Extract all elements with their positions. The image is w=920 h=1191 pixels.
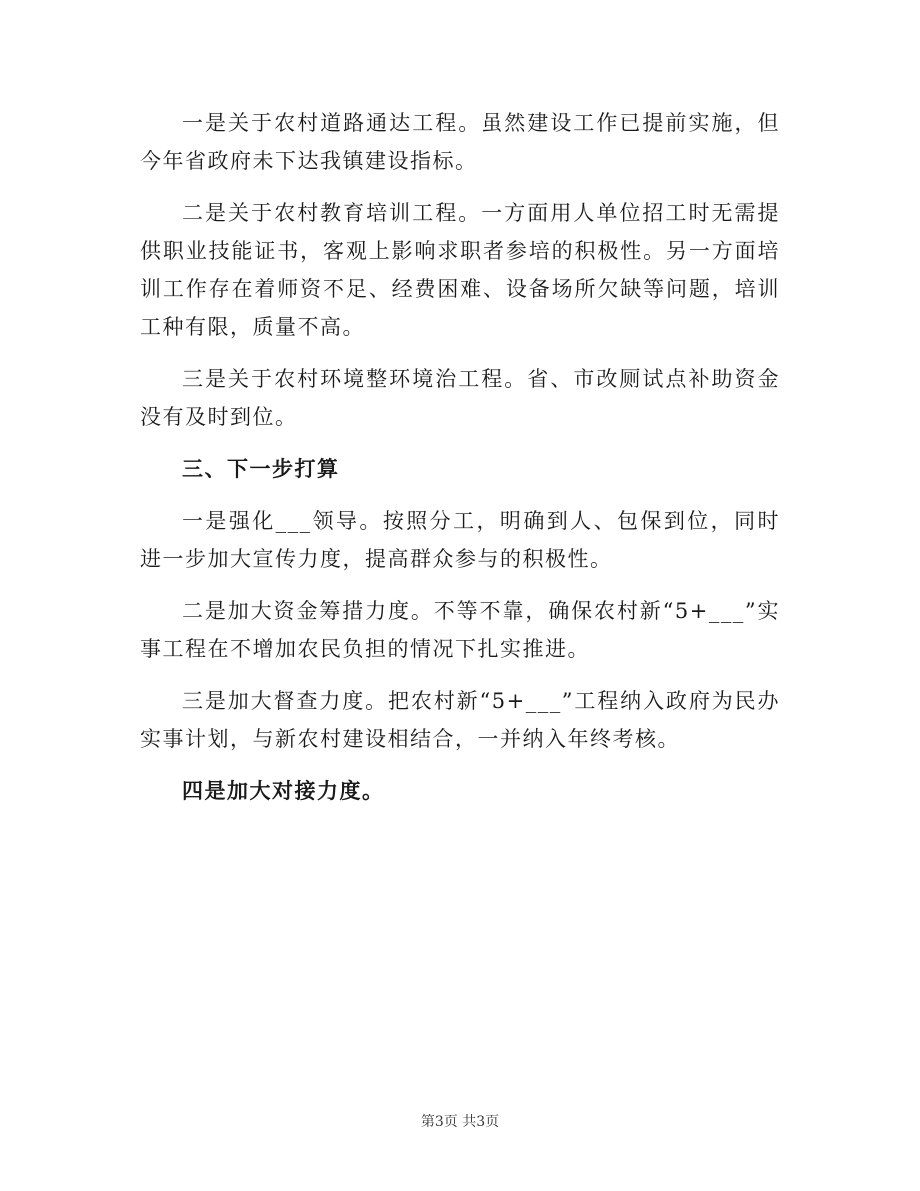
paragraph-funding: 二是加大资金筹措力度。不等不靠，确保农村新“5+___”实事工程在不增加农民负担的情况下扎实推进。 bbox=[140, 599, 780, 661]
paragraph-road-project: 一是关于农村道路通达工程。虽然建设工作已提前实施，但今年省政府未下达我镇建设指标。 bbox=[140, 111, 780, 173]
paragraph-leadership: 一是强化___领导。按照分工，明确到人、包保到位，同时进一步加大宣传力度，提高群众参与的积极性。 bbox=[140, 509, 780, 571]
paragraph-education-project: 二是关于农村教育培训工程。一方面用人单位招工时无需提供职业技能证书，客观上影响求职者参培的积极性。另一方面培训工作存在着师资不足、经费困难、设备场所欠缺等问题，培训工种有限，质量不高。 bbox=[140, 201, 780, 339]
paragraph-supervision: 三是加大督查力度。把农村新“5+___”工程纳入政府为民办实事计划，与新农村建设相结合，一并纳入年终考核。 bbox=[140, 689, 780, 751]
section-heading-next-steps: 三、下一步打算 bbox=[182, 456, 340, 481]
paragraph-docking: 四是加大对接力度。 bbox=[182, 778, 385, 803]
paragraph-environment-project: 三是关于农村环境整环境治工程。省、市改厕试点补助资金没有及时到位。 bbox=[140, 367, 780, 429]
document-body bbox=[140, 104, 780, 824]
page-number-footer: 第3页 共3页 bbox=[420, 1114, 500, 1130]
